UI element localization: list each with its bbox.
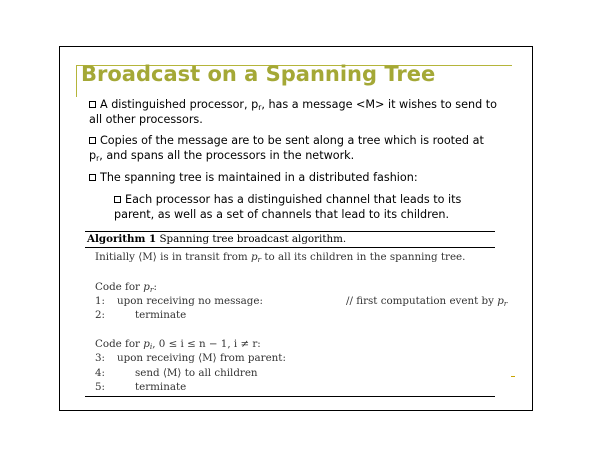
sub-bullet-line-1: Each processor has a distinguished channel that leads to its [114, 192, 461, 208]
checkbox-bullet-icon [89, 137, 96, 144]
algorithm-initially: Initially ⟨M⟩ is in transit from $p_r$ to all its children in the spanning tree. [95, 251, 466, 264]
sub-bullet-line-2: parent, as well as a set of channels that lead to its children. [114, 208, 450, 221]
title-left-rule [76, 65, 77, 97]
algorithm-code-for-pi: Code for $p_i$, 0 ≤ i ≤ n − 1, i ≠ r: [95, 338, 261, 351]
checkbox-bullet-icon [89, 101, 96, 108]
algorithm-caption: Algorithm 1 Spanning tree broadcast algorithm. [87, 233, 347, 245]
algorithm-caption-rule [85, 247, 495, 248]
algorithm-line-4: 4: send ⟨M⟩ to all children [95, 367, 258, 379]
bullet-2-line-2: $p_r$, and spans all the processors in the network. [89, 149, 355, 163]
algorithm-line-5: 5: terminate [95, 381, 187, 393]
bullet-2-line-1: Copies of the message are to be sent along a tree which is rooted at [89, 133, 484, 149]
algorithm-top-rule [85, 231, 495, 232]
checkbox-bullet-icon [89, 174, 96, 181]
algorithm-bottom-rule [85, 396, 495, 397]
checkbox-bullet-icon [114, 196, 121, 203]
bullet-1-line-1: A distinguished processor, $p_r$, has a message <M> it wishes to send to [89, 97, 497, 116]
bullet-3: The spanning tree is maintained in a distributed fashion: [89, 170, 418, 186]
algorithm-line-3: 3: upon receiving ⟨M⟩ from parent: [95, 352, 286, 364]
slide-title: Broadcast on a Spanning Tree [81, 62, 436, 86]
algorithm-code-for-pr: Code for $p_r$: [95, 281, 157, 294]
algorithm-line-1-comment: // first computation event by $p_r$ [346, 295, 508, 308]
algorithm-line-2: 2: terminate [95, 309, 187, 321]
algorithm-line-1: 1: upon receiving no message: [95, 295, 263, 307]
bullet-1-line-2: all other processors. [89, 113, 203, 126]
accent-dash-mark [511, 376, 515, 377]
